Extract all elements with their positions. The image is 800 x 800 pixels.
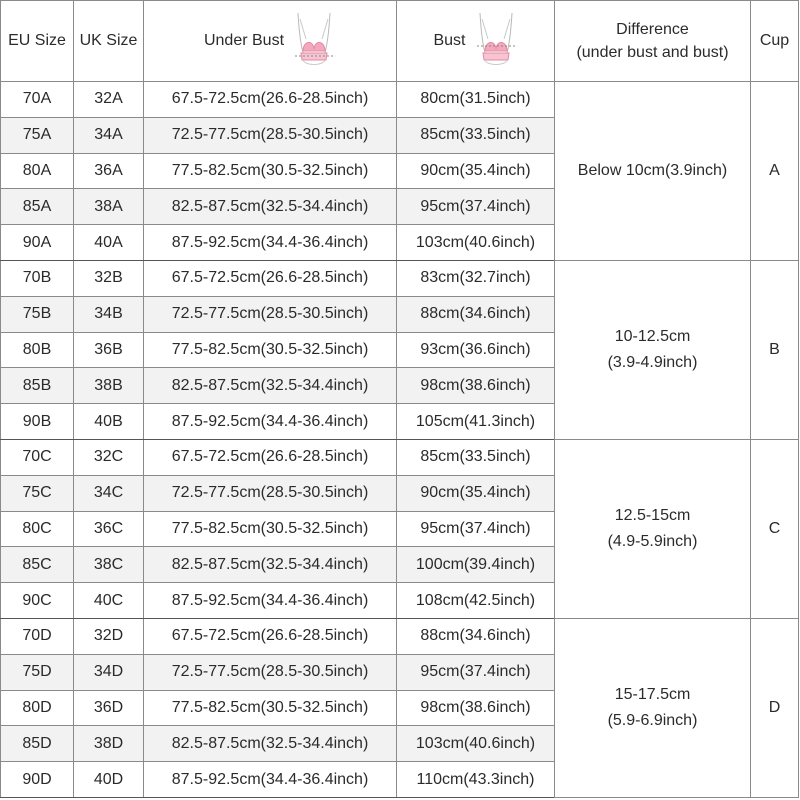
eu-size-cell: 75C bbox=[1, 475, 74, 511]
under-bust-cell: 87.5-92.5cm(34.4-36.4inch) bbox=[144, 225, 397, 261]
eu-size-cell: 75B bbox=[1, 296, 74, 332]
difference-line: 15-17.5cm bbox=[614, 686, 691, 704]
uk-size-cell: 36B bbox=[74, 332, 144, 368]
header-cup: Cup bbox=[751, 1, 799, 82]
bust-cell: 88cm(34.6inch) bbox=[397, 618, 555, 654]
table-row bbox=[1, 439, 799, 475]
eu-size-cell: 85C bbox=[1, 547, 74, 583]
cup-cell: C bbox=[751, 439, 799, 618]
difference-line: (4.9-5.9inch) bbox=[607, 532, 698, 550]
uk-size-cell: 32A bbox=[74, 82, 144, 118]
header-under-bust-label: Under Bust bbox=[203, 32, 285, 49]
uk-size-cell: 38B bbox=[74, 368, 144, 404]
under-bust-cell: 67.5-72.5cm(26.6-28.5inch) bbox=[144, 260, 397, 296]
eu-size-cell: 80B bbox=[1, 332, 74, 368]
bust-cell: 103cm(40.6inch) bbox=[397, 726, 555, 762]
uk-size-cell: 38C bbox=[74, 547, 144, 583]
header-difference-title: Difference bbox=[616, 20, 689, 38]
difference-cell bbox=[555, 439, 751, 618]
difference-line: 10-12.5cm bbox=[614, 328, 691, 346]
bust-cell: 90cm(35.4inch) bbox=[397, 475, 555, 511]
under-bust-cell: 87.5-92.5cm(34.4-36.4inch) bbox=[144, 583, 397, 619]
header-under-bust bbox=[144, 1, 397, 82]
eu-size-cell: 70C bbox=[1, 439, 74, 475]
bust-cell: 85cm(33.5inch) bbox=[397, 117, 555, 153]
eu-size-cell: 90B bbox=[1, 404, 74, 440]
uk-size-cell: 32D bbox=[74, 618, 144, 654]
eu-size-cell: 70A bbox=[1, 82, 74, 118]
eu-size-cell: 70D bbox=[1, 618, 74, 654]
under-bust-cell: 72.5-77.5cm(28.5-30.5inch) bbox=[144, 654, 397, 690]
uk-size-cell: 32C bbox=[74, 439, 144, 475]
bust-cell: 88cm(34.6inch) bbox=[397, 296, 555, 332]
header-row bbox=[1, 1, 799, 82]
under-bust-cell: 87.5-92.5cm(34.4-36.4inch) bbox=[144, 404, 397, 440]
under-bust-cell: 77.5-82.5cm(30.5-32.5inch) bbox=[144, 153, 397, 189]
uk-size-cell: 36A bbox=[74, 153, 144, 189]
eu-size-cell: 85D bbox=[1, 726, 74, 762]
cup-cell: B bbox=[751, 260, 799, 439]
bust-cell: 108cm(42.5inch) bbox=[397, 583, 555, 619]
difference-line: (5.9-6.9inch) bbox=[607, 711, 698, 729]
cup-cell: A bbox=[751, 82, 799, 261]
difference-cell bbox=[555, 260, 751, 439]
bust-cell: 100cm(39.4inch) bbox=[397, 547, 555, 583]
eu-size-cell: 75A bbox=[1, 117, 74, 153]
header-difference bbox=[555, 1, 751, 82]
under-bust-cell: 77.5-82.5cm(30.5-32.5inch) bbox=[144, 690, 397, 726]
bust-cell: 103cm(40.6inch) bbox=[397, 225, 555, 261]
header-bust-label: Bust bbox=[433, 32, 466, 49]
eu-size-cell: 75D bbox=[1, 654, 74, 690]
under-bust-cell: 82.5-87.5cm(32.5-34.4inch) bbox=[144, 547, 397, 583]
eu-size-cell: 90D bbox=[1, 762, 74, 798]
bra-underbust-icon bbox=[292, 11, 336, 71]
eu-size-cell: 85A bbox=[1, 189, 74, 225]
uk-size-cell: 34A bbox=[74, 117, 144, 153]
bust-cell: 95cm(37.4inch) bbox=[397, 511, 555, 547]
under-bust-cell: 77.5-82.5cm(30.5-32.5inch) bbox=[144, 511, 397, 547]
eu-size-cell: 70B bbox=[1, 260, 74, 296]
under-bust-cell: 72.5-77.5cm(28.5-30.5inch) bbox=[144, 117, 397, 153]
uk-size-cell: 34D bbox=[74, 654, 144, 690]
bust-cell: 95cm(37.4inch) bbox=[397, 189, 555, 225]
bust-cell: 80cm(31.5inch) bbox=[397, 82, 555, 118]
header-eu-size: EU Size bbox=[1, 1, 74, 82]
bust-cell: 95cm(37.4inch) bbox=[397, 654, 555, 690]
uk-size-cell: 36C bbox=[74, 511, 144, 547]
eu-size-cell: 80C bbox=[1, 511, 74, 547]
difference-cell bbox=[555, 618, 751, 797]
under-bust-cell: 72.5-77.5cm(28.5-30.5inch) bbox=[144, 475, 397, 511]
table-row bbox=[1, 82, 799, 118]
eu-size-cell: 80A bbox=[1, 153, 74, 189]
eu-size-cell: 80D bbox=[1, 690, 74, 726]
bust-cell: 110cm(43.3inch) bbox=[397, 762, 555, 798]
difference-line: Below 10cm(3.9inch) bbox=[577, 162, 728, 180]
under-bust-cell: 77.5-82.5cm(30.5-32.5inch) bbox=[144, 332, 397, 368]
under-bust-cell: 82.5-87.5cm(32.5-34.4inch) bbox=[144, 189, 397, 225]
uk-size-cell: 38D bbox=[74, 726, 144, 762]
bust-cell: 90cm(35.4inch) bbox=[397, 153, 555, 189]
uk-size-cell: 36D bbox=[74, 690, 144, 726]
under-bust-cell: 82.5-87.5cm(32.5-34.4inch) bbox=[144, 726, 397, 762]
under-bust-cell: 67.5-72.5cm(26.6-28.5inch) bbox=[144, 82, 397, 118]
uk-size-cell: 40A bbox=[74, 225, 144, 261]
under-bust-cell: 87.5-92.5cm(34.4-36.4inch) bbox=[144, 762, 397, 798]
table-row bbox=[1, 260, 799, 296]
under-bust-cell: 67.5-72.5cm(26.6-28.5inch) bbox=[144, 439, 397, 475]
difference-line: (3.9-4.9inch) bbox=[607, 353, 698, 371]
eu-size-cell: 90C bbox=[1, 583, 74, 619]
cup-cell: D bbox=[751, 618, 799, 797]
uk-size-cell: 34B bbox=[74, 296, 144, 332]
bust-cell: 105cm(41.3inch) bbox=[397, 404, 555, 440]
size-table-body bbox=[1, 82, 799, 798]
uk-size-cell: 40B bbox=[74, 404, 144, 440]
uk-size-cell: 32B bbox=[74, 260, 144, 296]
table-row bbox=[1, 618, 799, 654]
difference-line: 12.5-15cm bbox=[614, 507, 691, 525]
bust-cell: 83cm(32.7inch) bbox=[397, 260, 555, 296]
eu-size-cell: 85B bbox=[1, 368, 74, 404]
header-uk-size: UK Size bbox=[74, 1, 144, 82]
bust-cell: 85cm(33.5inch) bbox=[397, 439, 555, 475]
header-difference-subtitle: (under bust and bust) bbox=[576, 44, 729, 61]
uk-size-cell: 40C bbox=[74, 583, 144, 619]
under-bust-cell: 67.5-72.5cm(26.6-28.5inch) bbox=[144, 618, 397, 654]
bust-cell: 98cm(38.6inch) bbox=[397, 368, 555, 404]
bust-cell: 98cm(38.6inch) bbox=[397, 690, 555, 726]
uk-size-cell: 38A bbox=[74, 189, 144, 225]
eu-size-cell: 90A bbox=[1, 225, 74, 261]
header-bust bbox=[397, 1, 555, 82]
bust-cell: 93cm(36.6inch) bbox=[397, 332, 555, 368]
uk-size-cell: 34C bbox=[74, 475, 144, 511]
difference-cell bbox=[555, 82, 751, 261]
uk-size-cell: 40D bbox=[74, 762, 144, 798]
bra-bust-icon bbox=[474, 11, 518, 71]
under-bust-cell: 72.5-77.5cm(28.5-30.5inch) bbox=[144, 296, 397, 332]
under-bust-cell: 82.5-87.5cm(32.5-34.4inch) bbox=[144, 368, 397, 404]
